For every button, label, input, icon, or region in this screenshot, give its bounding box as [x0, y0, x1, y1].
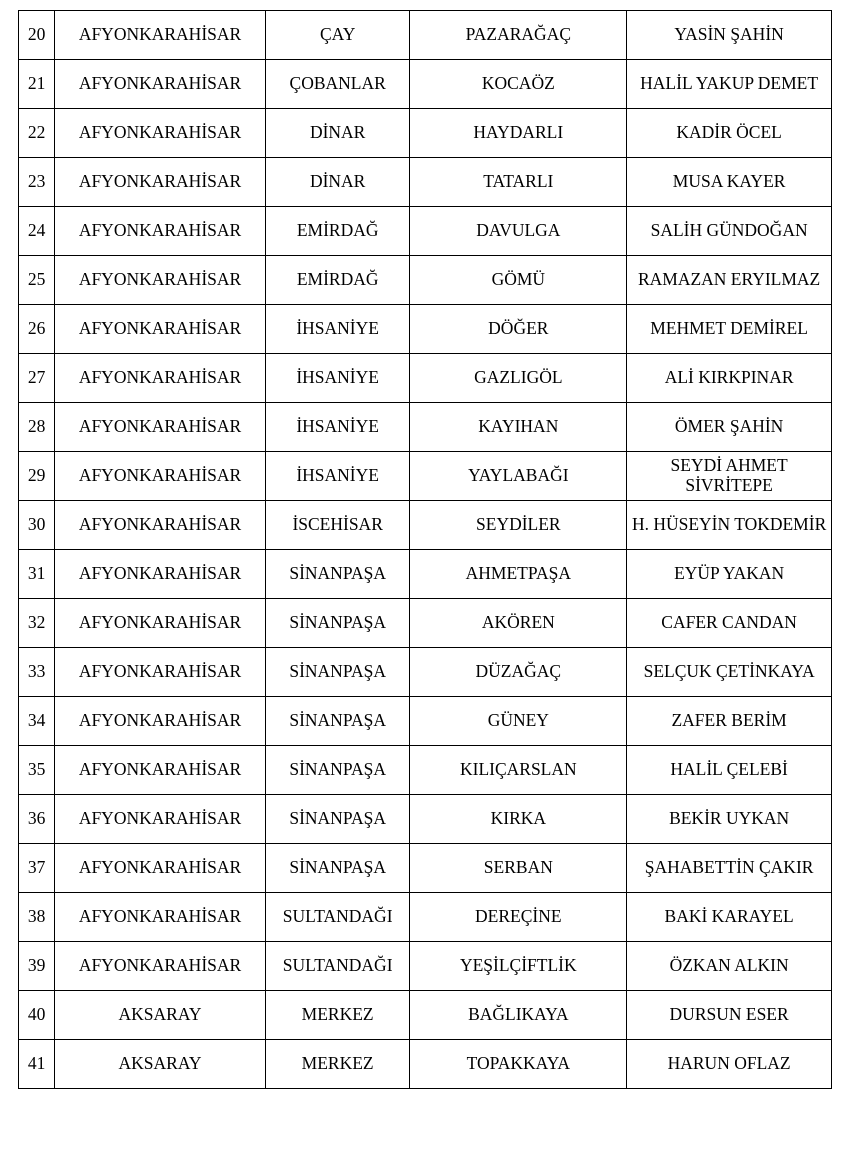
table-cell-ilce: SİNANPAŞA — [265, 697, 410, 746]
table-cell-no: 41 — [19, 1040, 55, 1089]
table-cell-yer: GÖMÜ — [410, 256, 627, 305]
table-cell-yer: AKÖREN — [410, 599, 627, 648]
table-body — [19, 11, 832, 1089]
table-cell-yer: KOCAÖZ — [410, 60, 627, 109]
table-cell-ad_soyad: MUSA KAYER — [627, 158, 832, 207]
table-row — [19, 403, 832, 452]
table-row — [19, 452, 832, 501]
table-row — [19, 893, 832, 942]
table-cell-yer: DEREÇİNE — [410, 893, 627, 942]
table-cell-no: 35 — [19, 746, 55, 795]
table-row — [19, 109, 832, 158]
table-cell-yer: YEŞİLÇİFTLİK — [410, 942, 627, 991]
table-cell-il: AKSARAY — [55, 1040, 266, 1089]
table-cell-ad_soyad: SELÇUK ÇETİNKAYA — [627, 648, 832, 697]
table-cell-yer: AHMETPAŞA — [410, 550, 627, 599]
table-row — [19, 256, 832, 305]
table-cell-yer: HAYDARLI — [410, 109, 627, 158]
table-cell-no: 30 — [19, 501, 55, 550]
table-row — [19, 599, 832, 648]
table-row — [19, 795, 832, 844]
table-cell-ilce: DİNAR — [265, 158, 410, 207]
table-cell-il: AFYONKARAHİSAR — [55, 11, 266, 60]
table-cell-yer: SERBAN — [410, 844, 627, 893]
table-cell-ilce: SİNANPAŞA — [265, 550, 410, 599]
table-cell-ad_soyad: BAKİ KARAYEL — [627, 893, 832, 942]
table-row — [19, 991, 832, 1040]
table-cell-no: 38 — [19, 893, 55, 942]
table-row — [19, 648, 832, 697]
table-cell-ad_soyad: SALİH GÜNDOĞAN — [627, 207, 832, 256]
table-cell-ad_soyad: MEHMET DEMİREL — [627, 305, 832, 354]
table-cell-no: 27 — [19, 354, 55, 403]
table-cell-ad_soyad: DURSUN ESER — [627, 991, 832, 1040]
table-cell-ad_soyad: EYÜP YAKAN — [627, 550, 832, 599]
table-cell-ilce: SİNANPAŞA — [265, 648, 410, 697]
table-cell-il: AFYONKARAHİSAR — [55, 746, 266, 795]
table-cell-ilce: SULTANDAĞI — [265, 942, 410, 991]
table-cell-il: AFYONKARAHİSAR — [55, 599, 266, 648]
table-cell-il: AFYONKARAHİSAR — [55, 256, 266, 305]
table-row — [19, 305, 832, 354]
table-row — [19, 60, 832, 109]
locations-table — [18, 10, 832, 1089]
table-cell-yer: SEYDİLER — [410, 501, 627, 550]
table-cell-il: AKSARAY — [55, 991, 266, 1040]
table-cell-ilce: İHSANİYE — [265, 305, 410, 354]
table-cell-no: 34 — [19, 697, 55, 746]
table-cell-il: AFYONKARAHİSAR — [55, 795, 266, 844]
table-cell-ad_soyad: KADİR ÖCEL — [627, 109, 832, 158]
table-cell-yer: GAZLIGÖL — [410, 354, 627, 403]
table-cell-ilce: ÇAY — [265, 11, 410, 60]
table-cell-ad_soyad: ALİ KIRKPINAR — [627, 354, 832, 403]
table-cell-ilce: İHSANİYE — [265, 403, 410, 452]
table-cell-no: 20 — [19, 11, 55, 60]
table-cell-no: 40 — [19, 991, 55, 1040]
table-cell-il: AFYONKARAHİSAR — [55, 844, 266, 893]
table-cell-ilce: EMİRDAĞ — [265, 256, 410, 305]
table-row — [19, 354, 832, 403]
table-cell-il: AFYONKARAHİSAR — [55, 60, 266, 109]
table-cell-ilce: ÇOBANLAR — [265, 60, 410, 109]
table-cell-no: 29 — [19, 452, 55, 501]
table-cell-il: AFYONKARAHİSAR — [55, 648, 266, 697]
table-cell-il: AFYONKARAHİSAR — [55, 158, 266, 207]
table-cell-il: AFYONKARAHİSAR — [55, 354, 266, 403]
table-row — [19, 550, 832, 599]
table-row — [19, 1040, 832, 1089]
table-cell-no: 32 — [19, 599, 55, 648]
table-cell-il: AFYONKARAHİSAR — [55, 501, 266, 550]
table-cell-il: AFYONKARAHİSAR — [55, 305, 266, 354]
table-cell-il: AFYONKARAHİSAR — [55, 697, 266, 746]
table-cell-ad_soyad: CAFER CANDAN — [627, 599, 832, 648]
table-row — [19, 697, 832, 746]
table-cell-yer: KIRKA — [410, 795, 627, 844]
table-row — [19, 746, 832, 795]
table-cell-ad_soyad: HALİL YAKUP DEMET — [627, 60, 832, 109]
table-cell-ilce: SULTANDAĞI — [265, 893, 410, 942]
table-cell-yer: KILIÇARSLAN — [410, 746, 627, 795]
table-cell-ilce: MERKEZ — [265, 991, 410, 1040]
table-cell-no: 39 — [19, 942, 55, 991]
table-cell-ad_soyad: SEYDİ AHMET SİVRİTEPE — [627, 452, 832, 501]
table-cell-il: AFYONKARAHİSAR — [55, 893, 266, 942]
table-cell-ad_soyad: HALİL ÇELEBİ — [627, 746, 832, 795]
table-row — [19, 207, 832, 256]
table-cell-yer: BAĞLIKAYA — [410, 991, 627, 1040]
table-cell-ilce: SİNANPAŞA — [265, 746, 410, 795]
table-cell-no: 23 — [19, 158, 55, 207]
table-cell-ilce: SİNANPAŞA — [265, 599, 410, 648]
table-row — [19, 942, 832, 991]
table-row — [19, 501, 832, 550]
table-cell-ad_soyad: HARUN OFLAZ — [627, 1040, 832, 1089]
table-cell-il: AFYONKARAHİSAR — [55, 403, 266, 452]
table-row — [19, 158, 832, 207]
table-cell-no: 21 — [19, 60, 55, 109]
table-cell-ilce: İHSANİYE — [265, 354, 410, 403]
table-cell-yer: YAYLABAĞI — [410, 452, 627, 501]
table-cell-ilce: SİNANPAŞA — [265, 795, 410, 844]
table-cell-no: 37 — [19, 844, 55, 893]
table-cell-ad_soyad: ÖZKAN ALKIN — [627, 942, 832, 991]
table-cell-no: 22 — [19, 109, 55, 158]
table-cell-no: 26 — [19, 305, 55, 354]
table-cell-yer: GÜNEY — [410, 697, 627, 746]
table-cell-ilce: İHSANİYE — [265, 452, 410, 501]
table-cell-ad_soyad: YASİN ŞAHİN — [627, 11, 832, 60]
table-cell-il: AFYONKARAHİSAR — [55, 109, 266, 158]
table-cell-yer: PAZARAĞAÇ — [410, 11, 627, 60]
table-cell-ad_soyad: ŞAHABETTİN ÇAKIR — [627, 844, 832, 893]
table-cell-no: 36 — [19, 795, 55, 844]
table-cell-il: AFYONKARAHİSAR — [55, 207, 266, 256]
table-cell-yer: DÖĞER — [410, 305, 627, 354]
table-cell-ad_soyad: H. HÜSEYİN TOKDEMİR — [627, 501, 832, 550]
table-cell-yer: DAVULGA — [410, 207, 627, 256]
table-cell-il: AFYONKARAHİSAR — [55, 452, 266, 501]
table-cell-yer: TATARLI — [410, 158, 627, 207]
table-cell-il: AFYONKARAHİSAR — [55, 550, 266, 599]
table-cell-ad_soyad: BEKİR UYKAN — [627, 795, 832, 844]
table-cell-ad_soyad: RAMAZAN ERYILMAZ — [627, 256, 832, 305]
table-cell-no: 24 — [19, 207, 55, 256]
table-cell-yer: KAYIHAN — [410, 403, 627, 452]
table-cell-yer: DÜZAĞAÇ — [410, 648, 627, 697]
table-cell-ilce: MERKEZ — [265, 1040, 410, 1089]
table-cell-no: 28 — [19, 403, 55, 452]
table-cell-no: 25 — [19, 256, 55, 305]
table-cell-no: 33 — [19, 648, 55, 697]
table-cell-ilce: DİNAR — [265, 109, 410, 158]
table-cell-ad_soyad: ZAFER BERİM — [627, 697, 832, 746]
table-cell-ilce: EMİRDAĞ — [265, 207, 410, 256]
table-cell-ilce: SİNANPAŞA — [265, 844, 410, 893]
table-row — [19, 844, 832, 893]
table-cell-il: AFYONKARAHİSAR — [55, 942, 266, 991]
table-cell-no: 31 — [19, 550, 55, 599]
table-row — [19, 11, 832, 60]
table-cell-ad_soyad: ÖMER ŞAHİN — [627, 403, 832, 452]
table-cell-ilce: İSCEHİSAR — [265, 501, 410, 550]
table-cell-yer: TOPAKKAYA — [410, 1040, 627, 1089]
